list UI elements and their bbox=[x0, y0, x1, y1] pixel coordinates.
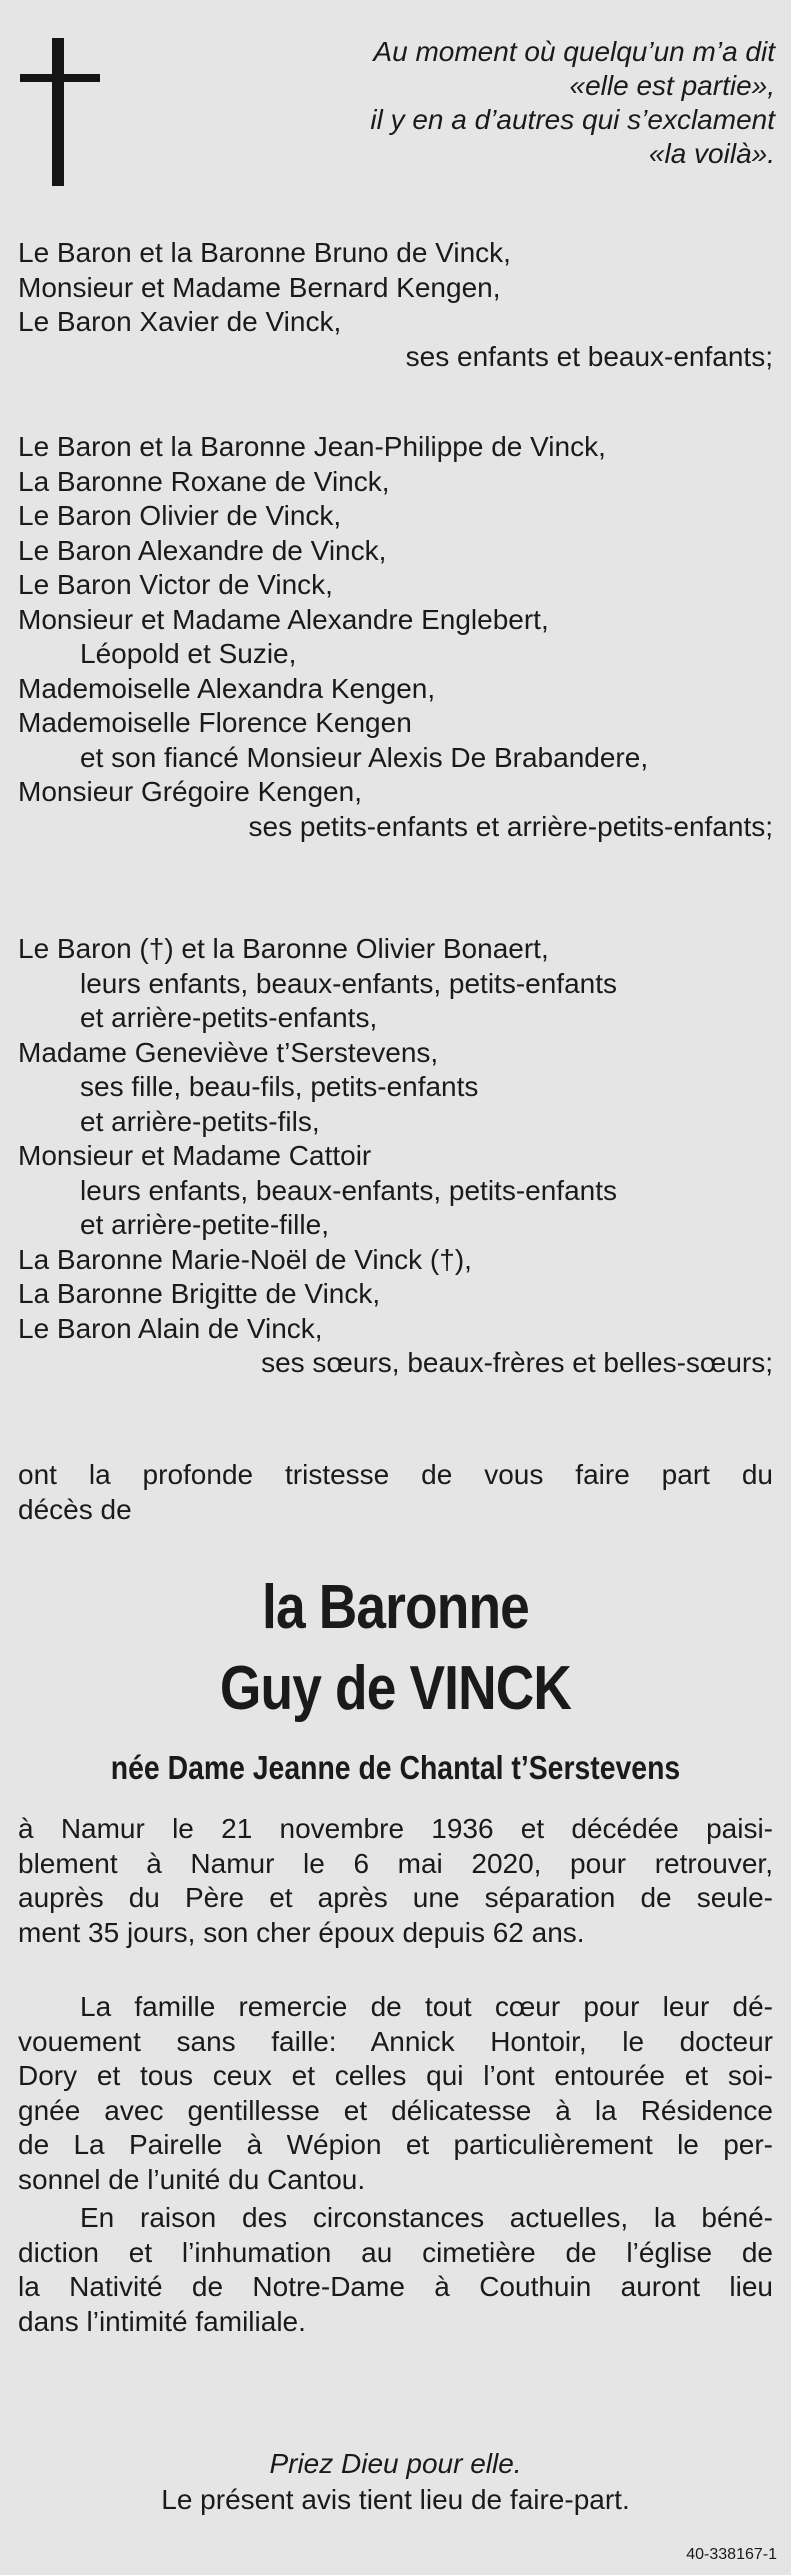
quote-line: «la voilà». bbox=[648, 138, 775, 169]
family-line: Monsieur et Madame Bernard Kengen, bbox=[18, 271, 501, 303]
details-line: à Namur le 21 novembre 1936 et décédée paisi- bbox=[18, 1813, 773, 1844]
death-details bbox=[18, 1812, 773, 1950]
thanks-line: gnée avec gentillesse et délicatesse à la Résidence bbox=[18, 2094, 773, 2126]
details-line: auprès du Père et après une séparation de seule- bbox=[18, 1882, 773, 1913]
thanks-line: La famille remercie de tout cœur pour leur dé- bbox=[80, 1991, 773, 2022]
family-line: Le Baron Xavier de Vinck, bbox=[18, 306, 342, 337]
family-line: ses fille, beau-fils, petits-enfants bbox=[80, 1071, 479, 1102]
siblings-section bbox=[18, 932, 773, 1381]
children-section bbox=[18, 236, 773, 374]
family-line: Le Baron Victor de Vinck, bbox=[18, 569, 333, 600]
family-line: La Baronne Brigitte de Vinck, bbox=[18, 1278, 381, 1309]
family-line: Mademoiselle Alexandra Kengen, bbox=[18, 672, 436, 704]
announcement-line: décès de bbox=[18, 1493, 132, 1525]
quote-line: Au moment où quelqu’un m’a dit bbox=[373, 36, 775, 67]
ceremony-line: En raison des circonstances actuelles, la béné- bbox=[80, 2202, 773, 2233]
closing bbox=[0, 2446, 791, 2518]
ceremony-line: dans l’intimité familiale. bbox=[18, 2305, 306, 2337]
relation-label: ses enfants et beaux-enfants; bbox=[405, 340, 773, 372]
family-line: et son fiancé Monsieur Alexis De Brabandere, bbox=[80, 741, 649, 773]
family-line: et arrière-petits-enfants, bbox=[80, 1002, 378, 1033]
family-line: Le Baron et la Baronne Jean-Philippe de Vinck, bbox=[18, 431, 606, 462]
reference-number: 40-338167-1 bbox=[686, 2546, 777, 2563]
family-line: Monsieur Grégoire Kengen, bbox=[18, 776, 362, 807]
thanks-line: sonnel de l’unité du Cantou. bbox=[18, 2163, 366, 2195]
thanks-line: vouement sans faille: Annick Hontoir, le docteur bbox=[18, 2025, 773, 2057]
deceased-title: la Baronne bbox=[262, 1573, 529, 1642]
thanks-line: Dory et tous ceux et celles qui l’ont entourée et soi- bbox=[18, 2060, 773, 2091]
quote-line: «elle est partie», bbox=[569, 70, 775, 101]
grandchildren-section bbox=[18, 430, 773, 844]
family-line: et arrière-petite-fille, bbox=[80, 1209, 329, 1240]
family-line: Madame Geneviève t’Serstevens, bbox=[18, 1036, 439, 1068]
family-line: et arrière-petits-fils, bbox=[80, 1105, 320, 1137]
family-line: Le Baron Alexandre de Vinck, bbox=[18, 534, 387, 566]
details-line: ment 35 jours, son cher époux depuis 62 ans. bbox=[18, 1916, 585, 1948]
thanks-paragraph bbox=[18, 1990, 773, 2197]
details-line: blement à Namur le 6 mai 2020, pour retrouver, bbox=[18, 1847, 773, 1879]
cross-icon bbox=[20, 38, 100, 186]
family-line: La Baronne Marie-Noël de Vinck (†), bbox=[18, 1243, 472, 1275]
family-line: Le Baron (†) et la Baronne Olivier Bonaert, bbox=[18, 933, 549, 964]
family-line: Monsieur et Madame Cattoir bbox=[18, 1140, 372, 1171]
relation-label: ses sœurs, beaux-frères et belles-sœurs; bbox=[261, 1347, 773, 1378]
family-line: Le Baron Alain de Vinck, bbox=[18, 1312, 323, 1344]
family-line: Le Baron Olivier de Vinck, bbox=[18, 500, 342, 531]
ceremony-paragraph bbox=[18, 2201, 773, 2339]
prayer-line: Priez Dieu pour elle. bbox=[269, 2448, 522, 2479]
family-line: Léopold et Suzie, bbox=[80, 638, 297, 669]
announcement-line: ont la profonde tristesse de vous faire part du bbox=[18, 1459, 773, 1490]
ceremony-line: diction et l’inhumation au cimetière de l’église de bbox=[18, 2236, 773, 2268]
thanks-line: de La Pairelle à Wépion et particulièrement le per- bbox=[18, 2129, 773, 2160]
ceremony-line: la Nativité de Notre-Dame à Couthuin auront lieu bbox=[18, 2271, 773, 2302]
family-line: Le Baron et la Baronne Bruno de Vinck, bbox=[18, 237, 511, 268]
maiden-name: née Dame Jeanne de Chantal t’Serstevens bbox=[110, 1749, 681, 1786]
epigraph-quote bbox=[215, 35, 775, 171]
family-line: Monsieur et Madame Alexandre Englebert, bbox=[18, 603, 549, 635]
announcement bbox=[18, 1458, 773, 1527]
family-line: La Baronne Roxane de Vinck, bbox=[18, 465, 390, 497]
quote-line: il y en a d’autres qui s’exclament bbox=[370, 104, 775, 135]
notice-line: Le présent avis tient lieu de faire-part. bbox=[161, 2484, 630, 2515]
family-line: Mademoiselle Florence Kengen bbox=[18, 707, 412, 738]
relation-label: ses petits-enfants et arrière-petits-enfants; bbox=[248, 810, 773, 842]
family-line: leurs enfants, beaux-enfants, petits-enfants bbox=[80, 1174, 617, 1206]
deceased-name: Guy de VINCK bbox=[219, 1654, 572, 1723]
family-line: leurs enfants, beaux-enfants, petits-enfants bbox=[80, 967, 617, 999]
